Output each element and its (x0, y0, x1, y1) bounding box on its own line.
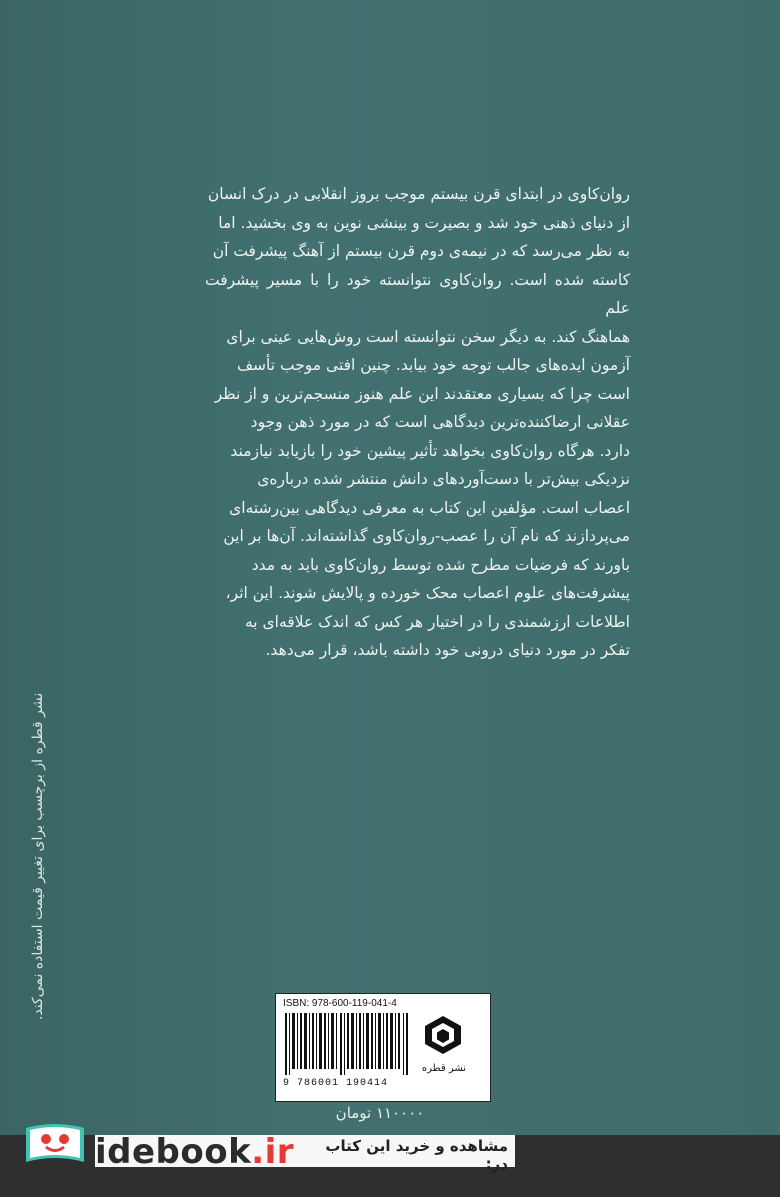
blurb-line: نزدیکی بیش‌تر با دست‌آوردهای دانش منتشر شده درباره‌ی (257, 470, 630, 488)
book-blurb (205, 180, 630, 665)
side-note-wrapper (30, 692, 54, 1020)
blurb-line: می‌پردازند که نام آن را عصب-روان‌کاوی گذاشته‌اند. آن‌ها بر این (223, 527, 630, 545)
blurb-line: پیشرفت‌های علوم اعصاب محک خورده و پالایش شوند. این اثر، (225, 584, 630, 602)
price: ۱۱۰۰۰۰ تومان (335, 1104, 425, 1122)
blurb-line: دارد. هرگاه روان‌کاوی بخواهد تأثیر پیشین خود را بازیابد نیازمند (230, 441, 630, 460)
brand-prefix: idebook (95, 1132, 252, 1172)
brand-suffix: .ir (251, 1132, 295, 1172)
isbn-text: ISBN: 978-600-119-041-4 (283, 998, 397, 1009)
publisher-label: نشر قطره (421, 1063, 467, 1074)
blurb-line: تفکر در مورد دنیای درونی خود داشته باشد، قرار می‌دهد. (265, 641, 630, 659)
blurb-line: روان‌کاوی در ابتدای قرن بیستم موجب بروز انقلابی در درک انسان (207, 185, 630, 203)
blurb-line: هماهنگ کند. به دیگر سخن نتوانسته است روش‌هایی عینی برای (226, 327, 630, 346)
blurb-line: آزمون ایده‌های جالب توجه خود بیابد. چنین افتی موجب تأسف (236, 356, 630, 374)
side-note: نشر قطره از برچسب برای تغییر قیمت استفاده نمی‌کند. (30, 692, 46, 1020)
blurb-line: عقلانی ارضاکننده‌ترین دیدگاهی است که در مورد ذهن وجود (250, 413, 630, 431)
blurb-line: است چرا که بسیاری معتقدند این علم هنوز منسجم‌ترین و از نظر (214, 384, 630, 403)
blurb-line: اعصاب است. مؤلفین این کتاب به معرفی دیدگاهی بین‌رشته‌ای (229, 498, 630, 517)
book-face-icon (20, 1118, 90, 1172)
footer-text: مشاهده و خرید این کتاب در: (325, 1137, 508, 1173)
blurb-line: از دنیای ذهنی خود شد و بصیرت و بینشی نوین به وی بخشید. اما (218, 213, 630, 232)
blurb-line: اطلاعات ارزشمندی را در اختیار هر کس که اندک علاقه‌ای به (245, 612, 630, 631)
blurb-line: کاسته شده است. روان‌کاوی نتوانسته خود را با مسیر پیشرفت علم (205, 270, 630, 317)
barcode-icon (283, 1013, 413, 1075)
barcode-number: 9 786001 190414 (283, 1078, 389, 1089)
site-brand[interactable] (95, 1132, 294, 1172)
blurb-line: به نظر می‌رسد که در نیمه‌ی دوم قرن بیستم از آهنگ پیشرفت آن (212, 242, 630, 260)
blurb-line: باورند که فرضیات مطرح شده توسط روان‌کاوی باید به مدد (251, 555, 630, 574)
publisher-logo-icon (423, 1015, 463, 1055)
